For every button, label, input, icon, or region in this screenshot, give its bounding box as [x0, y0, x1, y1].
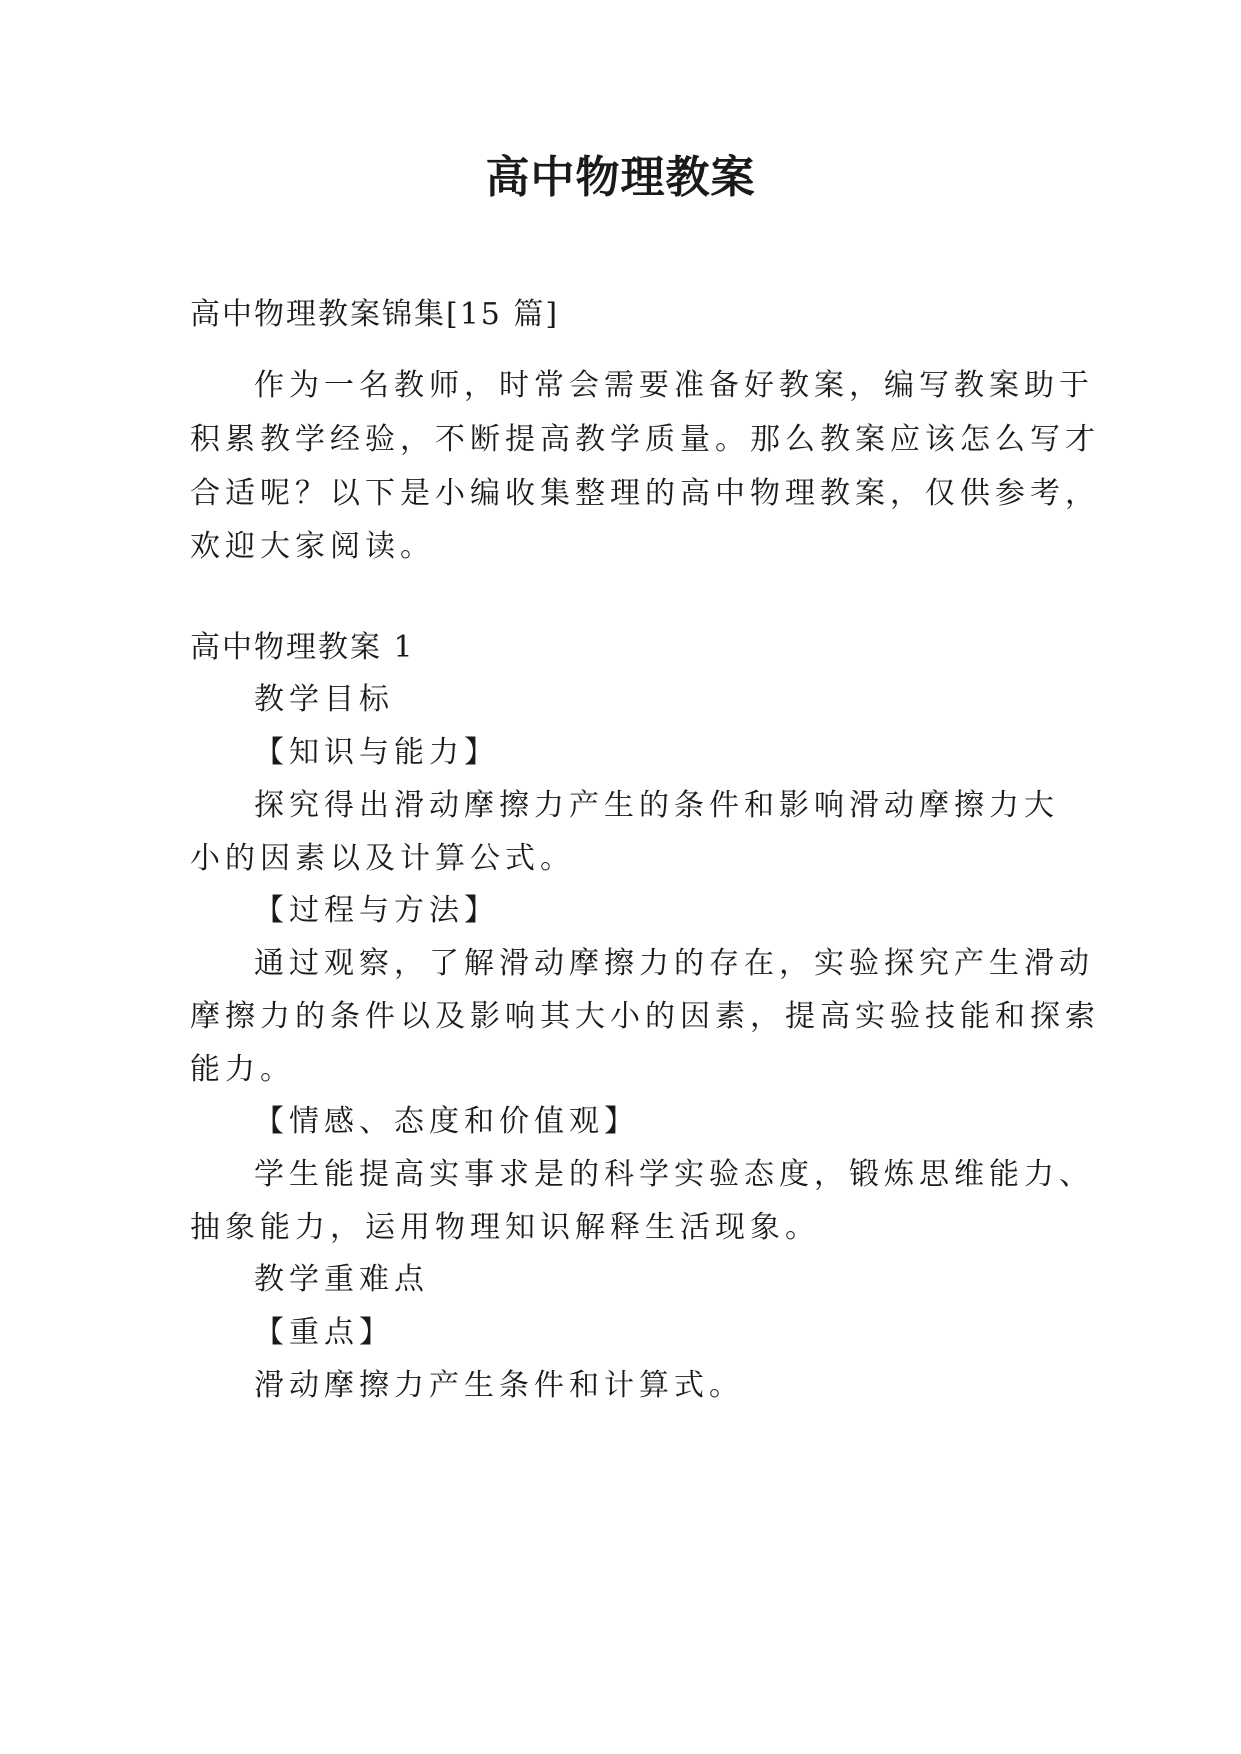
document-title: 高中物理教案 — [485, 152, 756, 203]
key-line-1: 滑动摩擦力产生条件和计算式。 — [254, 1368, 744, 1403]
process-line-1: 通过观察，了解滑动摩擦力的存在，实验探究产生滑动 — [254, 946, 1094, 981]
knowledge-line-1: 探究得出滑动摩擦力产生的条件和影响滑动摩擦力大 — [254, 788, 1059, 823]
process-heading: 【过程与方法】 — [254, 893, 499, 928]
intro-line-4: 欢迎大家阅读。 — [190, 529, 435, 564]
knowledge-line-2: 小的因素以及计算公式。 — [190, 841, 575, 876]
intro-line-2: 积累教学经验，不断提高教学质量。那么教案应该怎么写才 — [190, 422, 1100, 457]
knowledge-heading: 【知识与能力】 — [254, 735, 499, 770]
emotion-line-2: 抽象能力，运用物理知识解释生活现象。 — [190, 1210, 820, 1245]
key-heading: 【重点】 — [254, 1315, 394, 1350]
process-line-3: 能力。 — [190, 1052, 295, 1087]
section-heading: 高中物理教案 1 — [190, 630, 415, 665]
key-difficult-heading: 教学重难点 — [254, 1262, 429, 1297]
document-subtitle: 高中物理教案锦集[15 篇] — [190, 297, 560, 332]
emotion-line-1: 学生能提高实事求是的科学实验态度，锻炼思维能力、 — [254, 1157, 1094, 1192]
process-line-2: 摩擦力的条件以及影响其大小的因素，提高实验技能和探索 — [190, 999, 1100, 1034]
teaching-goals-heading: 教学目标 — [254, 682, 394, 717]
intro-line-1: 作为一名教师，时常会需要准备好教案，编写教案助于 — [254, 368, 1094, 403]
intro-line-3: 合适呢？以下是小编收集整理的高中物理教案，仅供参考， — [190, 476, 1100, 511]
emotion-heading: 【情感、态度和价值观】 — [254, 1104, 639, 1139]
